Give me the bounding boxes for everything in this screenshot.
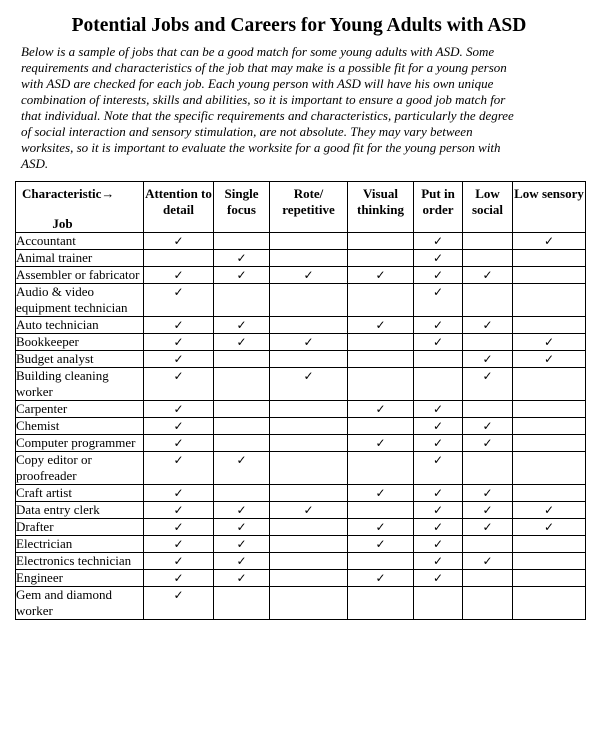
empty-cell	[270, 233, 348, 250]
empty-cell	[270, 250, 348, 267]
empty-cell	[348, 334, 414, 351]
check-mark-cell: ✓	[414, 502, 463, 519]
empty-cell	[270, 519, 348, 536]
table-row	[16, 485, 586, 502]
check-mark-cell: ✓	[144, 334, 214, 351]
check-mark-cell: ✓	[513, 502, 586, 519]
empty-cell	[270, 435, 348, 452]
check-mark-cell: ✓	[463, 502, 513, 519]
check-mark-cell: ✓	[144, 284, 214, 317]
table-row	[16, 233, 586, 250]
empty-cell	[463, 401, 513, 418]
header-row	[16, 182, 586, 233]
check-mark-cell: ✓	[414, 519, 463, 536]
check-mark-cell: ✓	[463, 418, 513, 435]
job-name-cell: Copy editor or proofreader	[16, 452, 144, 485]
empty-cell	[144, 250, 214, 267]
job-name-cell: Computer programmer	[16, 435, 144, 452]
empty-cell	[214, 233, 270, 250]
empty-cell	[270, 351, 348, 368]
check-mark-cell: ✓	[414, 317, 463, 334]
check-mark-cell: ✓	[463, 435, 513, 452]
check-mark-cell: ✓	[270, 334, 348, 351]
empty-cell	[513, 435, 586, 452]
table-row	[16, 587, 586, 620]
table-row	[16, 368, 586, 401]
table-row	[16, 435, 586, 452]
check-mark-cell: ✓	[513, 334, 586, 351]
check-mark-cell: ✓	[414, 334, 463, 351]
intro-line: that individual. Note that the specific requirements and characteristics, particularly the degree	[21, 108, 514, 123]
check-mark-cell: ✓	[348, 519, 414, 536]
empty-cell	[270, 317, 348, 334]
check-mark-cell: ✓	[270, 368, 348, 401]
check-mark-cell: ✓	[463, 317, 513, 334]
empty-cell	[270, 284, 348, 317]
empty-cell	[270, 587, 348, 620]
empty-cell	[414, 587, 463, 620]
empty-cell	[513, 418, 586, 435]
check-mark-cell: ✓	[144, 519, 214, 536]
check-mark-cell: ✓	[414, 553, 463, 570]
job-name-cell: Auto technician	[16, 317, 144, 334]
column-header: Single focus	[214, 182, 270, 233]
job-name-cell: Gem and diamond worker	[16, 587, 144, 620]
table-row	[16, 553, 586, 570]
empty-cell	[513, 570, 586, 587]
check-mark-cell: ✓	[214, 334, 270, 351]
column-header: Rote/ repetitive	[270, 182, 348, 233]
empty-cell	[348, 587, 414, 620]
empty-cell	[513, 536, 586, 553]
job-name-cell: Chemist	[16, 418, 144, 435]
check-mark-cell: ✓	[214, 536, 270, 553]
page-title: Potential Jobs and Careers for Young Adults with ASD	[71, 15, 527, 36]
check-mark-cell: ✓	[144, 435, 214, 452]
check-mark-cell: ✓	[513, 233, 586, 250]
job-name-cell: Electronics technician	[16, 553, 144, 570]
check-mark-cell: ✓	[414, 536, 463, 553]
table-row	[16, 502, 586, 519]
check-mark-cell: ✓	[414, 233, 463, 250]
characteristic-header: Characteristic→	[22, 186, 115, 201]
intro-line: ASD.	[21, 156, 49, 171]
empty-cell	[348, 250, 414, 267]
column-header: Attention to detail	[144, 182, 214, 233]
empty-cell	[214, 418, 270, 435]
empty-cell	[463, 334, 513, 351]
empty-cell	[270, 418, 348, 435]
table-row	[16, 267, 586, 284]
check-mark-cell: ✓	[463, 351, 513, 368]
empty-cell	[463, 570, 513, 587]
empty-cell	[513, 587, 586, 620]
job-name-cell: Bookkeeper	[16, 334, 144, 351]
check-mark-cell: ✓	[144, 452, 214, 485]
characteristic-job-header	[16, 182, 144, 233]
empty-cell	[513, 284, 586, 317]
job-name-cell: Engineer	[16, 570, 144, 587]
intro-line: worksites, so it is important to evaluate the worksite for a good fit for the young person with	[21, 140, 501, 155]
empty-cell	[214, 435, 270, 452]
check-mark-cell: ✓	[463, 368, 513, 401]
check-mark-cell: ✓	[348, 401, 414, 418]
check-mark-cell: ✓	[144, 502, 214, 519]
intro-line: combination of interests, skills and abilities, so it is important to ensure a good job match for	[21, 92, 506, 107]
check-mark-cell: ✓	[270, 502, 348, 519]
empty-cell	[348, 233, 414, 250]
table-row	[16, 418, 586, 435]
job-header: Job	[52, 216, 73, 231]
check-mark-cell: ✓	[144, 587, 214, 620]
check-mark-cell: ✓	[144, 553, 214, 570]
table-row	[16, 317, 586, 334]
column-header: Visual thinking	[348, 182, 414, 233]
empty-cell	[513, 368, 586, 401]
check-mark-cell: ✓	[414, 267, 463, 284]
table-row	[16, 519, 586, 536]
empty-cell	[214, 485, 270, 502]
empty-cell	[463, 536, 513, 553]
check-mark-cell: ✓	[214, 502, 270, 519]
table-row	[16, 401, 586, 418]
job-name-cell: Data entry clerk	[16, 502, 144, 519]
check-mark-cell: ✓	[414, 570, 463, 587]
check-mark-cell: ✓	[144, 418, 214, 435]
check-mark-cell: ✓	[414, 485, 463, 502]
empty-cell	[348, 452, 414, 485]
empty-cell	[270, 570, 348, 587]
check-mark-cell: ✓	[348, 435, 414, 452]
column-header: Low sensory	[513, 182, 586, 233]
check-mark-cell: ✓	[144, 368, 214, 401]
intro-line: with ASD are checked for each job. Each young person with ASD will have his own unique	[21, 76, 494, 91]
check-mark-cell: ✓	[463, 267, 513, 284]
table-row	[16, 250, 586, 267]
check-mark-cell: ✓	[214, 250, 270, 267]
empty-cell	[348, 284, 414, 317]
empty-cell	[513, 250, 586, 267]
job-name-cell: Craft artist	[16, 485, 144, 502]
check-mark-cell: ✓	[414, 401, 463, 418]
empty-cell	[513, 452, 586, 485]
check-mark-cell: ✓	[348, 317, 414, 334]
empty-cell	[414, 368, 463, 401]
check-mark-cell: ✓	[214, 317, 270, 334]
check-mark-cell: ✓	[144, 570, 214, 587]
check-mark-cell: ✓	[144, 267, 214, 284]
empty-cell	[214, 587, 270, 620]
column-header: Low social	[463, 182, 513, 233]
check-mark-cell: ✓	[513, 519, 586, 536]
job-name-cell: Animal trainer	[16, 250, 144, 267]
check-mark-cell: ✓	[214, 452, 270, 485]
check-mark-cell: ✓	[144, 351, 214, 368]
check-mark-cell: ✓	[463, 553, 513, 570]
check-mark-cell: ✓	[348, 485, 414, 502]
empty-cell	[513, 317, 586, 334]
check-mark-cell: ✓	[348, 536, 414, 553]
job-name-cell: Electrician	[16, 536, 144, 553]
check-mark-cell: ✓	[270, 267, 348, 284]
job-name-cell: Carpenter	[16, 401, 144, 418]
check-mark-cell: ✓	[144, 317, 214, 334]
table-row	[16, 570, 586, 587]
check-mark-cell: ✓	[414, 435, 463, 452]
intro-line: requirements and characteristics of the job that may make is a possible fit for a young person	[21, 60, 507, 75]
check-mark-cell: ✓	[414, 284, 463, 317]
check-mark-cell: ✓	[463, 485, 513, 502]
check-mark-cell: ✓	[348, 570, 414, 587]
empty-cell	[513, 267, 586, 284]
empty-cell	[513, 401, 586, 418]
empty-cell	[348, 368, 414, 401]
intro-paragraph	[21, 44, 581, 172]
empty-cell	[214, 401, 270, 418]
column-header: Put in order	[414, 182, 463, 233]
jobs-table	[15, 181, 586, 620]
check-mark-cell: ✓	[513, 351, 586, 368]
check-mark-cell: ✓	[414, 250, 463, 267]
table-row	[16, 536, 586, 553]
empty-cell	[463, 233, 513, 250]
empty-cell	[348, 418, 414, 435]
empty-cell	[348, 502, 414, 519]
check-mark-cell: ✓	[144, 401, 214, 418]
empty-cell	[463, 587, 513, 620]
empty-cell	[270, 536, 348, 553]
empty-cell	[270, 401, 348, 418]
check-mark-cell: ✓	[144, 233, 214, 250]
empty-cell	[463, 250, 513, 267]
empty-cell	[270, 485, 348, 502]
job-name-cell: Assembler or fabricator	[16, 267, 144, 284]
empty-cell	[463, 452, 513, 485]
check-mark-cell: ✓	[414, 418, 463, 435]
check-mark-cell: ✓	[214, 267, 270, 284]
empty-cell	[270, 452, 348, 485]
job-name-cell: Drafter	[16, 519, 144, 536]
check-mark-cell: ✓	[144, 536, 214, 553]
table-row	[16, 452, 586, 485]
empty-cell	[463, 284, 513, 317]
check-mark-cell: ✓	[214, 519, 270, 536]
check-mark-cell: ✓	[144, 485, 214, 502]
table-row	[16, 284, 586, 317]
check-mark-cell: ✓	[414, 452, 463, 485]
empty-cell	[214, 368, 270, 401]
empty-cell	[214, 351, 270, 368]
empty-cell	[270, 553, 348, 570]
job-name-cell: Building cleaning worker	[16, 368, 144, 401]
check-mark-cell: ✓	[214, 570, 270, 587]
job-name-cell: Audio & video equipment technician	[16, 284, 144, 317]
empty-cell	[414, 351, 463, 368]
empty-cell	[348, 553, 414, 570]
job-name-cell: Accountant	[16, 233, 144, 250]
empty-cell	[214, 284, 270, 317]
job-name-cell: Budget analyst	[16, 351, 144, 368]
jobs-table-body	[16, 233, 586, 620]
check-mark-cell: ✓	[348, 267, 414, 284]
intro-line: Below is a sample of jobs that can be a good match for some young adults with ASD. Some	[21, 44, 495, 59]
intro-line: of social interaction and sensory stimulation, are not absolute. They may vary between	[21, 124, 473, 139]
table-row	[16, 351, 586, 368]
check-mark-cell: ✓	[463, 519, 513, 536]
empty-cell	[513, 553, 586, 570]
empty-cell	[513, 485, 586, 502]
check-mark-cell: ✓	[214, 553, 270, 570]
table-row	[16, 334, 586, 351]
empty-cell	[348, 351, 414, 368]
